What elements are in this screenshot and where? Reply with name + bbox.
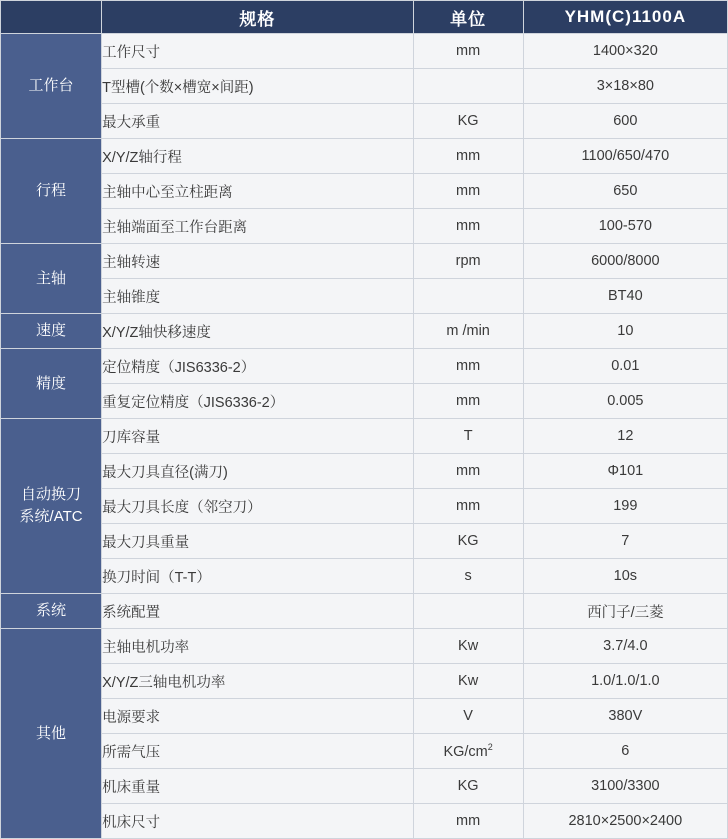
spec-unit: $KG/cm^2$ (413, 734, 523, 769)
spec-item: 机床重量 (102, 769, 413, 804)
group-label: 工作台 (1, 34, 102, 139)
spec-item: X/Y/Z轴快移速度 (102, 314, 413, 349)
table-row (1, 454, 728, 489)
spec-value: 199 (523, 489, 727, 524)
spec-unit: mm (413, 139, 523, 174)
spec-unit (413, 279, 523, 314)
spec-value: 1400×320 (523, 34, 727, 69)
table-row (1, 699, 728, 734)
spec-value: 6000/8000 (523, 244, 727, 279)
spec-item: 机床尺寸 (102, 804, 413, 839)
group-label: 自动换刀 系统/ATC (1, 419, 102, 594)
table-body (1, 34, 728, 839)
spec-item: 主轴中心至立柱距离 (102, 174, 413, 209)
table-row (1, 209, 728, 244)
group-label: 速度 (1, 314, 102, 349)
spec-item: 主轴电机功率 (102, 629, 413, 664)
spec-item: 刀库容量 (102, 419, 413, 454)
spec-value: 10s (523, 559, 727, 594)
spec-item: 最大刀具重量 (102, 524, 413, 559)
table-row (1, 139, 728, 174)
table-row (1, 34, 728, 69)
spec-value: 10 (523, 314, 727, 349)
table-row (1, 734, 728, 769)
spec-value: 3×18×80 (523, 69, 727, 104)
group-label: 精度 (1, 349, 102, 419)
spec-item: 最大承重 (102, 104, 413, 139)
table-row (1, 174, 728, 209)
table-row (1, 419, 728, 454)
group-label: 行程 (1, 139, 102, 244)
spec-unit: Kw (413, 664, 523, 699)
spec-unit (413, 594, 523, 629)
spec-value: 3100/3300 (523, 769, 727, 804)
header-unit: 单位 (413, 1, 523, 34)
spec-item: 换刀时间（T-T） (102, 559, 413, 594)
spec-item: 最大刀具直径(满刀) (102, 454, 413, 489)
table-row (1, 244, 728, 279)
spec-item: 主轴端面至工作台距离 (102, 209, 413, 244)
table-row (1, 664, 728, 699)
spec-unit: mm (413, 489, 523, 524)
table-row (1, 769, 728, 804)
spec-value: 1.0/1.0/1.0 (523, 664, 727, 699)
spec-unit: T (413, 419, 523, 454)
group-label: 主轴 (1, 244, 102, 314)
table-row (1, 349, 728, 384)
spec-item: 主轴转速 (102, 244, 413, 279)
table-header (1, 1, 728, 34)
table-row (1, 804, 728, 839)
spec-unit: KG (413, 524, 523, 559)
spec-value: 3.7/4.0 (523, 629, 727, 664)
spec-item: X/Y/Z轴行程 (102, 139, 413, 174)
table-row (1, 559, 728, 594)
table-row (1, 489, 728, 524)
spec-unit (413, 69, 523, 104)
spec-unit: m /min (413, 314, 523, 349)
spec-item: 主轴锥度 (102, 279, 413, 314)
spec-value: 西门子/三菱 (523, 594, 727, 629)
spec-item: 电源要求 (102, 699, 413, 734)
spec-unit: KG (413, 769, 523, 804)
spec-unit: mm (413, 454, 523, 489)
table-row (1, 629, 728, 664)
spec-value: 600 (523, 104, 727, 139)
spec-unit: mm (413, 34, 523, 69)
table-row (1, 69, 728, 104)
spec-item: 工作尺寸 (102, 34, 413, 69)
spec-value: 1100/650/470 (523, 139, 727, 174)
spec-unit: mm (413, 804, 523, 839)
spec-item: X/Y/Z三轴电机功率 (102, 664, 413, 699)
spec-value: 0.01 (523, 349, 727, 384)
spec-value: BT40 (523, 279, 727, 314)
table-row (1, 104, 728, 139)
header-row (1, 1, 728, 34)
spec-item: 定位精度（JIS6336-2） (102, 349, 413, 384)
spec-item: T型槽(个数×槽宽×间距) (102, 69, 413, 104)
table-row (1, 594, 728, 629)
spec-item: 所需气压 (102, 734, 413, 769)
table-row (1, 314, 728, 349)
spec-value: 100-570 (523, 209, 727, 244)
spec-item: 系统配置 (102, 594, 413, 629)
spec-unit: KG (413, 104, 523, 139)
group-label: 系统 (1, 594, 102, 629)
table-row (1, 279, 728, 314)
spec-unit: V (413, 699, 523, 734)
header-model: YHM(C)1100A (523, 1, 727, 34)
header-group (1, 1, 102, 34)
spec-item: 最大刀具长度（邻空刀） (102, 489, 413, 524)
group-label: 其他 (1, 629, 102, 839)
header-spec: 规格 (102, 1, 413, 34)
spec-unit: mm (413, 349, 523, 384)
spec-value: 0.005 (523, 384, 727, 419)
spec-item: 重复定位精度（JIS6336-2） (102, 384, 413, 419)
table-row (1, 524, 728, 559)
spec-value: 6 (523, 734, 727, 769)
spec-value: 650 (523, 174, 727, 209)
spec-unit: rpm (413, 244, 523, 279)
spec-unit: Kw (413, 629, 523, 664)
spec-unit: mm (413, 384, 523, 419)
spec-value: 12 (523, 419, 727, 454)
table-row (1, 384, 728, 419)
spec-unit: mm (413, 209, 523, 244)
spec-value: Φ101 (523, 454, 727, 489)
spec-unit: s (413, 559, 523, 594)
spec-value: 2810×2500×2400 (523, 804, 727, 839)
spec-unit: mm (413, 174, 523, 209)
spec-value: 380V (523, 699, 727, 734)
spec-value: 7 (523, 524, 727, 559)
